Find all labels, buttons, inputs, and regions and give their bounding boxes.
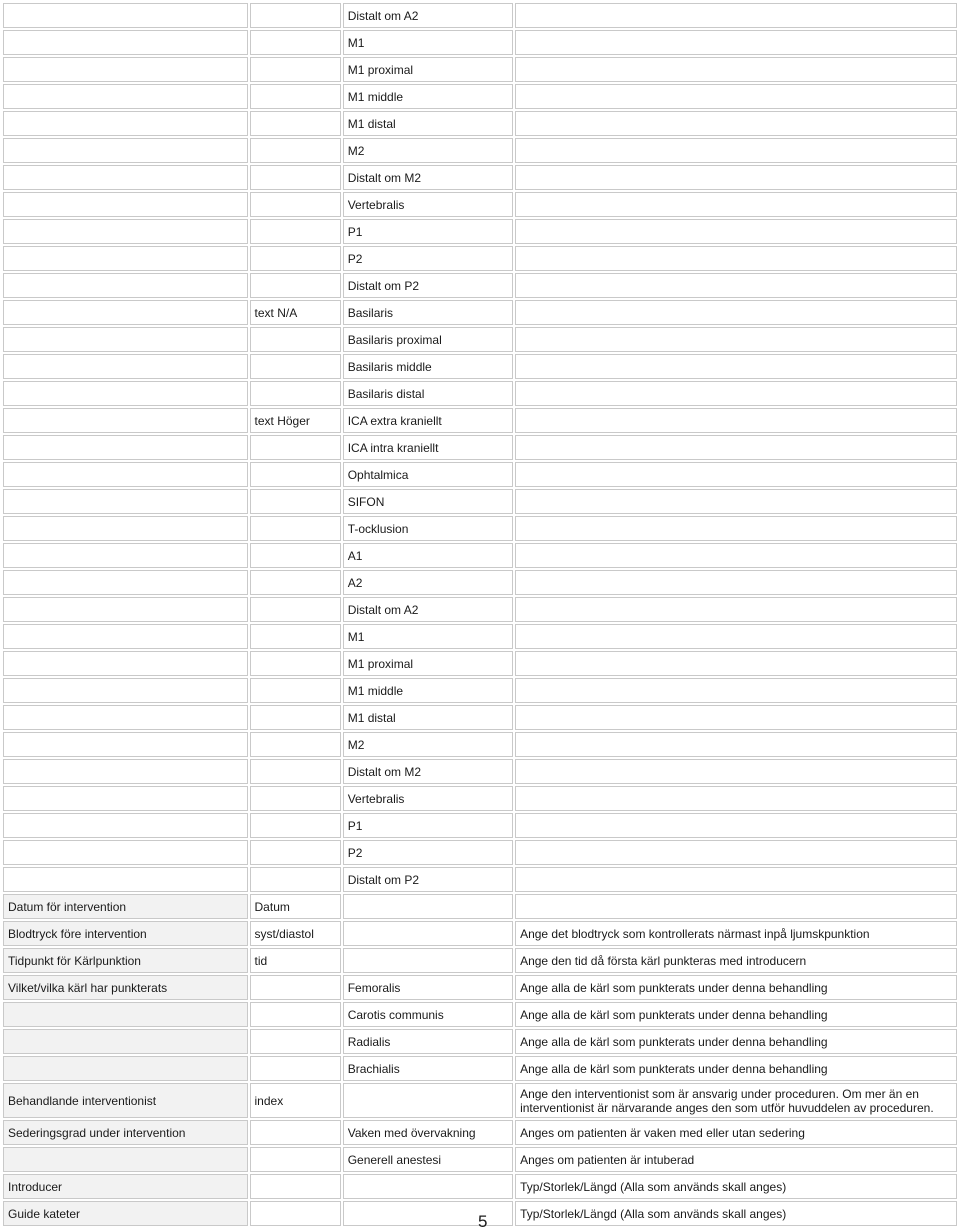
table-row (3, 327, 957, 352)
variable-type-cell (250, 678, 341, 703)
option-value-cell: M2 (343, 732, 513, 757)
field-label-cell: Introducer (3, 1174, 248, 1199)
option-value-cell: M1 middle (343, 84, 513, 109)
option-value-cell: Vaken med övervakning (343, 1120, 513, 1145)
variable-type-cell (250, 111, 341, 136)
field-label-cell (3, 597, 248, 622)
variable-type-cell (250, 489, 341, 514)
variable-type-cell: Datum (250, 894, 341, 919)
option-value-cell: Femoralis (343, 975, 513, 1000)
table-row (3, 867, 957, 892)
description-cell: Ange alla de kärl som punkterats under denna behandling (515, 1002, 957, 1027)
option-value-cell: Distalt om M2 (343, 759, 513, 784)
description-cell (515, 570, 957, 595)
description-cell: Ange den tid då första kärl punkteras med introducern (515, 948, 957, 973)
field-label-cell (3, 516, 248, 541)
description-cell: Anges om patienten är intuberad (515, 1147, 957, 1172)
variable-type-cell (250, 786, 341, 811)
option-value-cell: Carotis communis (343, 1002, 513, 1027)
table-row (3, 1120, 957, 1145)
description-cell: Ange den interventionist som är ansvarig under proceduren. Om mer än en interventionist är närvarande anges den som utför huvuddelen av proceduren. (515, 1083, 957, 1118)
variable-type-cell: text Höger (250, 408, 341, 433)
option-value-cell: M1 distal (343, 705, 513, 730)
description-cell (515, 219, 957, 244)
field-label-cell (3, 84, 248, 109)
variable-type-cell (250, 192, 341, 217)
description-cell (515, 408, 957, 433)
variable-type-cell (250, 138, 341, 163)
description-cell: Ange alla de kärl som punkterats under denna behandling (515, 975, 957, 1000)
field-label-cell (3, 165, 248, 190)
option-value-cell: Distalt om A2 (343, 3, 513, 28)
table-row (3, 435, 957, 460)
option-value-cell: A2 (343, 570, 513, 595)
variable-type-cell (250, 759, 341, 784)
table-row (3, 732, 957, 757)
option-value-cell (343, 894, 513, 919)
field-label-cell (3, 1056, 248, 1081)
variable-type-cell (250, 1120, 341, 1145)
description-cell (515, 894, 957, 919)
variable-type-cell (250, 813, 341, 838)
description-cell: Anges om patienten är vaken med eller utan sedering (515, 1120, 957, 1145)
option-value-cell: P1 (343, 219, 513, 244)
table-row (3, 516, 957, 541)
option-value-cell: Ophtalmica (343, 462, 513, 487)
variable-type-cell (250, 1174, 341, 1199)
field-label-cell (3, 327, 248, 352)
table-row (3, 111, 957, 136)
field-label-cell (3, 3, 248, 28)
variable-type-cell (250, 597, 341, 622)
variable-type-cell (250, 219, 341, 244)
field-label-cell (3, 1147, 248, 1172)
field-label-cell: Guide kateter (3, 1201, 248, 1226)
table-row (3, 840, 957, 865)
field-label-cell: Datum för intervention (3, 894, 248, 919)
variable-type-cell (250, 57, 341, 82)
field-label-cell (3, 219, 248, 244)
description-cell: Typ/Storlek/Längd (Alla som används skall anges) (515, 1201, 957, 1226)
description-cell (515, 84, 957, 109)
table-row (3, 786, 957, 811)
option-value-cell (343, 948, 513, 973)
table-row (3, 570, 957, 595)
option-value-cell: Distalt om M2 (343, 165, 513, 190)
variable-type-cell (250, 273, 341, 298)
field-label-cell (3, 111, 248, 136)
description-cell (515, 732, 957, 757)
field-label-cell (3, 732, 248, 757)
table-row (3, 219, 957, 244)
description-cell (515, 111, 957, 136)
table-row (3, 705, 957, 730)
option-value-cell: M1 proximal (343, 651, 513, 676)
field-label-cell (3, 813, 248, 838)
variable-type-cell: tid (250, 948, 341, 973)
description-cell (515, 300, 957, 325)
field-label-cell (3, 408, 248, 433)
description-cell (515, 381, 957, 406)
table-row (3, 84, 957, 109)
option-value-cell (343, 1174, 513, 1199)
description-cell (515, 327, 957, 352)
option-value-cell: M1 middle (343, 678, 513, 703)
variable-type-cell: index (250, 1083, 341, 1118)
table-body (3, 3, 957, 1226)
field-label-cell (3, 57, 248, 82)
option-value-cell: Distalt om P2 (343, 273, 513, 298)
field-label-cell (3, 786, 248, 811)
variable-type-cell (250, 435, 341, 460)
table-row (3, 651, 957, 676)
field-label-cell: Sederingsgrad under intervention (3, 1120, 248, 1145)
field-label-cell: Blodtryck före intervention (3, 921, 248, 946)
variable-type-cell (250, 1002, 341, 1027)
description-cell (515, 3, 957, 28)
field-label-cell: Tidpunkt för Kärlpunktion (3, 948, 248, 973)
option-value-cell: P1 (343, 813, 513, 838)
table-row (3, 597, 957, 622)
table-row (3, 1083, 957, 1118)
description-cell (515, 651, 957, 676)
description-cell (515, 678, 957, 703)
description-cell: Ange alla de kärl som punkterats under denna behandling (515, 1029, 957, 1054)
table-row (3, 57, 957, 82)
option-value-cell: M1 proximal (343, 57, 513, 82)
table-row (3, 1174, 957, 1199)
field-label-cell (3, 30, 248, 55)
description-cell (515, 759, 957, 784)
option-value-cell: Distalt om A2 (343, 597, 513, 622)
table-row (3, 489, 957, 514)
table-row (3, 300, 957, 325)
field-label-cell (3, 435, 248, 460)
description-cell (515, 246, 957, 271)
option-value-cell: ICA intra kraniellt (343, 435, 513, 460)
field-label-cell (3, 381, 248, 406)
description-cell: Ange det blodtryck som kontrollerats närmast inpå ljumskpunktion (515, 921, 957, 946)
field-label-cell (3, 867, 248, 892)
field-label-cell (3, 489, 248, 514)
table-row (3, 1147, 957, 1172)
field-label-cell (3, 570, 248, 595)
description-cell (515, 138, 957, 163)
option-value-cell: P2 (343, 246, 513, 271)
field-label-cell (3, 1002, 248, 1027)
description-cell (515, 30, 957, 55)
description-cell (515, 867, 957, 892)
variable-type-cell (250, 327, 341, 352)
table-row (3, 381, 957, 406)
variable-type-cell (250, 840, 341, 865)
field-label-cell: Vilket/vilka kärl har punkterats (3, 975, 248, 1000)
option-value-cell: Basilaris distal (343, 381, 513, 406)
variable-type-cell: text N/A (250, 300, 341, 325)
description-cell (515, 597, 957, 622)
variable-type-cell (250, 516, 341, 541)
table-row (3, 30, 957, 55)
variable-type-cell (250, 867, 341, 892)
option-value-cell: SIFON (343, 489, 513, 514)
field-label-cell (3, 624, 248, 649)
table-row (3, 138, 957, 163)
variable-type-cell (250, 975, 341, 1000)
table-row (3, 354, 957, 379)
option-value-cell: Basilaris middle (343, 354, 513, 379)
table-row (3, 975, 957, 1000)
table-row (3, 165, 957, 190)
table-row (3, 246, 957, 271)
description-cell (515, 273, 957, 298)
description-cell (515, 840, 957, 865)
table-row (3, 921, 957, 946)
table-row (3, 678, 957, 703)
option-value-cell: Distalt om P2 (343, 867, 513, 892)
description-cell (515, 786, 957, 811)
variable-type-cell (250, 624, 341, 649)
table-row (3, 192, 957, 217)
option-value-cell (343, 921, 513, 946)
description-cell (515, 489, 957, 514)
table-row (3, 1002, 957, 1027)
table-row (3, 1029, 957, 1054)
description-cell (515, 516, 957, 541)
option-value-cell (343, 1083, 513, 1118)
variable-type-cell (250, 1201, 341, 1226)
field-label-cell (3, 651, 248, 676)
variable-type-cell: syst/diastol (250, 921, 341, 946)
table-row (3, 408, 957, 433)
description-cell: Ange alla de kärl som punkterats under denna behandling (515, 1056, 957, 1081)
variable-type-cell (250, 3, 341, 28)
table-row (3, 759, 957, 784)
option-value-cell: Generell anestesi (343, 1147, 513, 1172)
field-label-cell (3, 543, 248, 568)
description-cell (515, 165, 957, 190)
description-cell (515, 57, 957, 82)
description-cell (515, 543, 957, 568)
variable-type-cell (250, 1147, 341, 1172)
table-row (3, 462, 957, 487)
variable-type-cell (250, 651, 341, 676)
field-label-cell (3, 246, 248, 271)
option-value-cell: M1 (343, 624, 513, 649)
table-row (3, 894, 957, 919)
variable-type-cell (250, 1056, 341, 1081)
field-label-cell: Behandlande interventionist (3, 1083, 248, 1118)
variable-type-cell (250, 84, 341, 109)
option-value-cell: ICA extra kraniellt (343, 408, 513, 433)
field-label-cell (3, 138, 248, 163)
table-row (3, 273, 957, 298)
option-value-cell (343, 1201, 513, 1226)
description-cell (515, 354, 957, 379)
option-value-cell: Vertebralis (343, 192, 513, 217)
field-label-cell (3, 462, 248, 487)
variable-type-cell (250, 543, 341, 568)
option-value-cell: Brachialis (343, 1056, 513, 1081)
table-row (3, 813, 957, 838)
variable-type-cell (250, 354, 341, 379)
table-row (3, 624, 957, 649)
option-value-cell: T-ocklusion (343, 516, 513, 541)
registry-form-table (1, 1, 959, 1228)
variable-type-cell (250, 1029, 341, 1054)
variable-type-cell (250, 462, 341, 487)
variable-type-cell (250, 732, 341, 757)
description-cell (515, 813, 957, 838)
option-value-cell: M2 (343, 138, 513, 163)
option-value-cell: Basilaris (343, 300, 513, 325)
variable-type-cell (250, 30, 341, 55)
variable-type-cell (250, 246, 341, 271)
option-value-cell: Vertebralis (343, 786, 513, 811)
table-row (3, 3, 957, 28)
field-label-cell (3, 705, 248, 730)
option-value-cell: Radialis (343, 1029, 513, 1054)
field-label-cell (3, 300, 248, 325)
field-label-cell (3, 354, 248, 379)
field-label-cell (3, 273, 248, 298)
description-cell (515, 705, 957, 730)
field-label-cell (3, 759, 248, 784)
option-value-cell: M1 distal (343, 111, 513, 136)
variable-type-cell (250, 570, 341, 595)
field-label-cell (3, 192, 248, 217)
table-row (3, 1056, 957, 1081)
option-value-cell: A1 (343, 543, 513, 568)
variable-type-cell (250, 705, 341, 730)
variable-type-cell (250, 165, 341, 190)
option-value-cell: Basilaris proximal (343, 327, 513, 352)
description-cell: Typ/Storlek/Längd (Alla som används skall anges) (515, 1174, 957, 1199)
option-value-cell: M1 (343, 30, 513, 55)
table-row (3, 948, 957, 973)
description-cell (515, 435, 957, 460)
variable-type-cell (250, 381, 341, 406)
table-row (3, 543, 957, 568)
description-cell (515, 192, 957, 217)
field-label-cell (3, 678, 248, 703)
description-cell (515, 462, 957, 487)
description-cell (515, 624, 957, 649)
field-label-cell (3, 1029, 248, 1054)
option-value-cell: P2 (343, 840, 513, 865)
field-label-cell (3, 840, 248, 865)
page-number: 5 (478, 1212, 488, 1231)
